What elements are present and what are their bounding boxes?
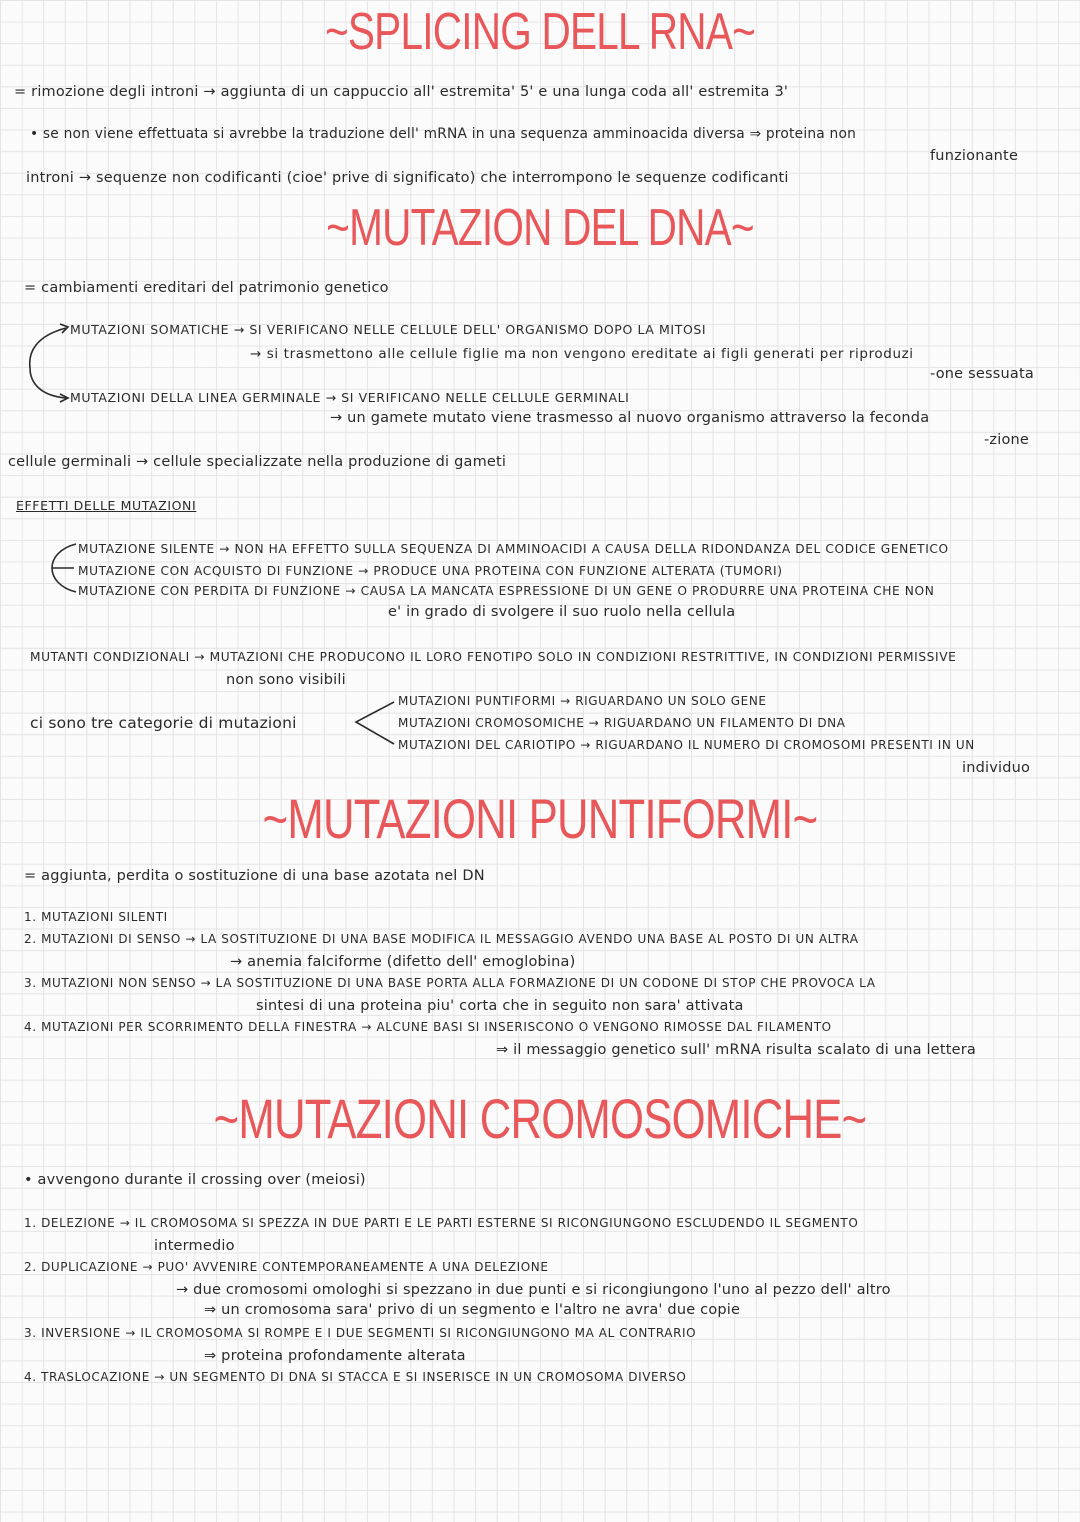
mut-germinale-b: → un gamete mutato viene trasmesso al nuovo organismo attraverso la feconda xyxy=(330,410,930,426)
puntiformi-3: 3. MUTAZIONI NON SENSO → LA SOSTITUZIONE DI UNA BASE PORTA ALLA FORMAZIONE DI UN CODONE DI STOP CHE PROVOCA LA xyxy=(24,976,876,990)
mutdna-definition: = cambiamenti ereditari del patrimonio genetico xyxy=(24,280,389,296)
puntiformi-1: 1. MUTAZIONI SILENTI xyxy=(24,910,168,924)
cromosomiche-intro: • avvengono durante il crossing over (meiosi) xyxy=(24,1172,366,1188)
splicing-line-3: funzionante xyxy=(930,148,1019,164)
mutanti-condizionali-b: non sono visibili xyxy=(226,672,346,688)
effetto-perdita: MUTAZIONE CON PERDITA DI FUNZIONE → CAUSA LA MANCATA ESPRESSIONE DI UN GENE O PRODURRE UNA PROTEINA CHE NON xyxy=(78,584,935,598)
puntiformi-2b: → anemia falciforme (difetto dell' emoglobina) xyxy=(230,954,576,970)
effetti-heading: EFFETTI DELLE MUTAZIONI xyxy=(16,498,197,513)
categoria-cromosomiche: MUTAZIONI CROMOSOMICHE → RIGUARDANO UN FILAMENTO DI DNA xyxy=(398,716,846,730)
splicing-line-2: • se non viene effettuata si avrebbe la traduzione dell' mRNA in una sequenza amminoacida diversa ⇒ proteina non xyxy=(30,126,857,142)
puntiformi-4b: ⇒ il messaggio genetico sull' mRNA risulta scalato di una lettera xyxy=(496,1042,976,1058)
mut-somatiche-c: -one sessuata xyxy=(930,366,1034,382)
puntiformi-4: 4. MUTAZIONI PER SCORRIMENTO DELLA FINESTRA → ALCUNE BASI SI INSERISCONO O VENGONO RIMOSSE DAL FILAMENTO xyxy=(24,1020,832,1034)
tre-categorie: ci sono tre categorie di mutazioni xyxy=(30,714,297,732)
mutanti-condizionali: MUTANTI CONDIZIONALI → MUTAZIONI CHE PRODUCONO IL LORO FENOTIPO SOLO IN CONDIZIONI RESTRITTIVE, IN CONDIZIONI PERMISSIVE xyxy=(30,650,957,664)
cromosomiche-4: 4. TRASLOCAZIONE → UN SEGMENTO DI DNA SI STACCA E SI INSERISCE IN UN CROMOSOMA DIVERSO xyxy=(24,1370,687,1384)
mut-somatiche-b: → si trasmettono alle cellule figlie ma non vengono ereditate ai figli generati per riproduzi xyxy=(250,346,914,362)
cromosomiche-1: 1. DELEZIONE → IL CROMOSOMA SI SPEZZA IN DUE PARTI E LE PARTI ESTERNE SI RICONGIUNGONO ESCLUDENDO IL SEGMENTO xyxy=(24,1216,859,1230)
cromosomiche-3b: ⇒ proteina profondamente alterata xyxy=(204,1348,466,1364)
title-splicing: ~SPLICING DELL RNA~ xyxy=(324,3,756,61)
cromosomiche-2c: ⇒ un cromosoma sara' privo di un segmento e l'altro ne avra' due copie xyxy=(204,1302,741,1318)
puntiformi-3b: sintesi di una proteina piu' corta che in seguito non sara' attivata xyxy=(256,998,744,1014)
title-mutazion-dna: ~MUTAZION DEL DNA~ xyxy=(326,199,754,257)
cromosomiche-1b: intermedio xyxy=(154,1238,235,1254)
puntiformi-definition: = aggiunta, perdita o sostituzione di una base azotata nel DN xyxy=(24,868,485,884)
title-cromosomiche: ~MUTAZIONI CROMOSOMICHE~ xyxy=(213,1087,867,1150)
puntiformi-2: 2. MUTAZIONI DI SENSO → LA SOSTITUZIONE DI UNA BASE MODIFICA IL MESSAGGIO AVENDO UNA BASE AL POSTO DI UN ALTRA xyxy=(24,932,859,946)
mut-germinale-c: -zione xyxy=(984,432,1030,448)
effetto-acquisto: MUTAZIONE CON ACQUISTO DI FUNZIONE → PRODUCE UNA PROTEINA CON FUNZIONE ALTERATA (TUMORI) xyxy=(78,564,783,578)
effetto-perdita-b: e' in grado di svolgere il suo ruolo nella cellula xyxy=(388,604,736,620)
cromosomiche-2b: → due cromosomi omologhi si spezzano in due punti e si ricongiungono l'uno al pezzo dell' altro xyxy=(176,1282,891,1298)
cromosomiche-2: 2. DUPLICAZIONE → PUO' AVVENIRE CONTEMPORANEAMENTE A UNA DELEZIONE xyxy=(24,1260,549,1274)
splicing-line-4: introni → sequenze non codificanti (cioe' prive di significato) che interrompono le sequenze codificanti xyxy=(26,170,789,186)
cromosomiche-3: 3. INVERSIONE → IL CROMOSOMA SI ROMPE E I DUE SEGMENTI SI RICONGIUNGONO MA AL CONTRARIO xyxy=(24,1326,697,1340)
mut-somatiche-a: MUTAZIONI SOMATICHE → SI VERIFICANO NELLE CELLULE DELL' ORGANISMO DOPO LA MITOSI xyxy=(70,322,707,337)
splicing-line-1: = rimozione degli introni → aggiunta di un cappuccio all' estremita' 5' e una lunga coda all' estremita 3' xyxy=(14,84,789,100)
title-puntiformi: ~MUTAZIONI PUNTIFORMI~ xyxy=(262,787,818,850)
categoria-puntiformi: MUTAZIONI PUNTIFORMI → RIGUARDANO UN SOLO GENE xyxy=(398,694,767,708)
categoria-cariotipo-b: individuo xyxy=(962,760,1031,776)
mut-germinale-a: MUTAZIONI DELLA LINEA GERMINALE → SI VERIFICANO NELLE CELLULE GERMINALI xyxy=(70,390,630,405)
effetto-silente: MUTAZIONE SILENTE → NON HA EFFETTO SULLA SEQUENZA DI AMMINOACIDI A CAUSA DELLA RIDONDANZA DEL CODICE GENETICO xyxy=(78,542,949,556)
cellule-germinali-def: cellule germinali → cellule specializzate nella produzione di gameti xyxy=(8,454,507,470)
categoria-cariotipo: MUTAZIONI DEL CARIOTIPO → RIGUARDANO IL NUMERO DI CROMOSOMI PRESENTI IN UN xyxy=(398,738,975,752)
